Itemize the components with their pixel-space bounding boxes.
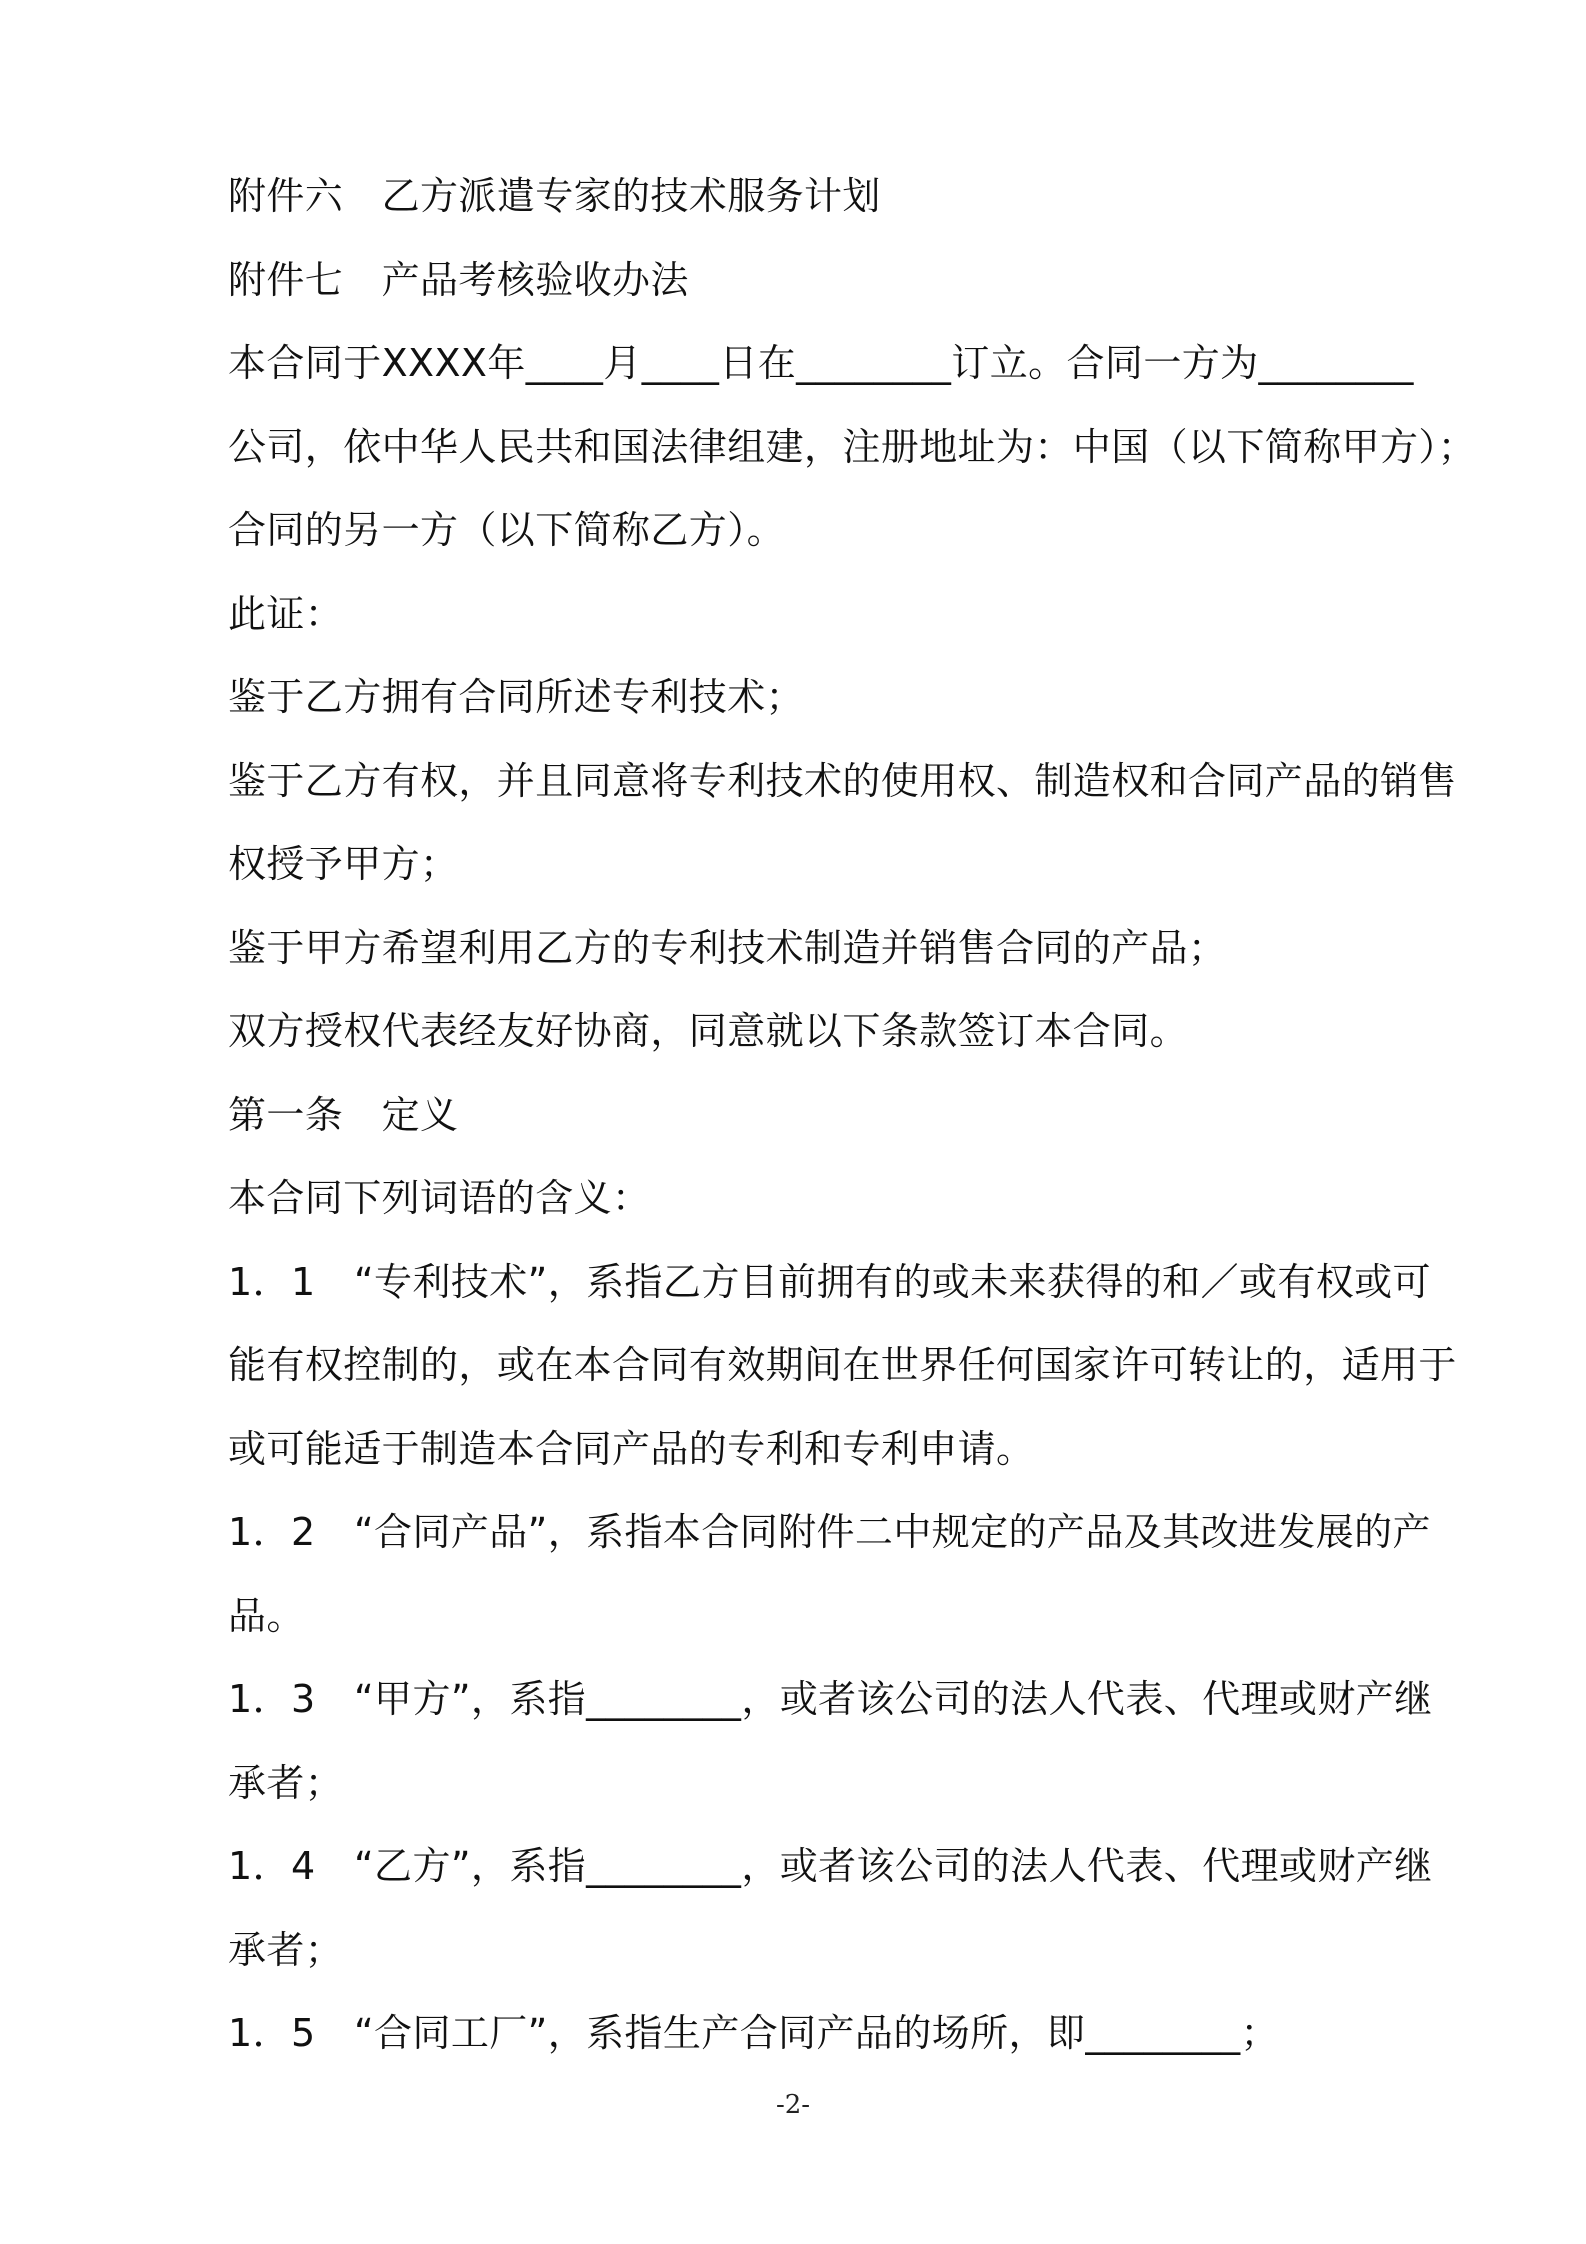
text-line: 此证： bbox=[228, 591, 344, 636]
contract-body bbox=[228, 155, 1477, 2076]
text-line: 合同的另一方（以下简称乙方）。 bbox=[228, 508, 786, 552]
clause-line: 1．4 “乙方”，系指________，或者该公司的法人代表、代理或财产继 bbox=[228, 1844, 1433, 1888]
text-line: 附件六 乙方派遣专家的技术服务计划 bbox=[228, 174, 881, 218]
text-line: 权授予甲方； bbox=[228, 842, 459, 886]
clause-line: 品。 bbox=[228, 1593, 305, 1638]
text-line: 本合同下列词语的含义： bbox=[228, 1176, 651, 1220]
section-heading: 第一条 定义 bbox=[228, 1092, 459, 1137]
clause-line: 1．1 “专利技术”，系指乙方目前拥有的或未来获得的和／或有权或可 bbox=[228, 1259, 1431, 1304]
text-line: 本合同于XXXX年____月____日在________订立。合同一方为________ bbox=[228, 341, 1414, 385]
page-number: -2- bbox=[775, 2090, 811, 2120]
clause-line: 或可能适于制造本合同产品的专利和专利申请。 bbox=[228, 1426, 1035, 1471]
clause-line: 1．3 “甲方”，系指________，或者该公司的法人代表、代理或财产继 bbox=[228, 1677, 1433, 1721]
clause-line: 1．5 “合同工厂”，系指生产合同产品的场所，即________； bbox=[228, 2011, 1279, 2055]
clause-line: 承者； bbox=[228, 1927, 344, 1972]
text-line: 鉴于甲方希望利用乙方的专利技术制造并销售合同的产品； bbox=[228, 925, 1227, 970]
text-line: 公司，依中华人民共和国法律组建，注册地址为：中国（以下简称甲方）； bbox=[228, 424, 1477, 469]
clause-line: 承者； bbox=[228, 1760, 344, 1805]
clause-line: 能有权控制的，或在本合同有效期间在世界任何国家许可转让的，适用于 bbox=[228, 1343, 1457, 1387]
text-line: 双方授权代表经友好协商，同意就以下条款签订本合同。 bbox=[228, 1009, 1189, 1053]
clause-line: 1．2 “合同产品”，系指本合同附件二中规定的产品及其改进发展的产 bbox=[228, 1510, 1431, 1554]
text-line: 鉴于乙方拥有合同所述专利技术； bbox=[228, 675, 805, 719]
text-line: 鉴于乙方有权，并且同意将专利技术的使用权、制造权和合同产品的销售 bbox=[228, 758, 1457, 803]
text-line: 附件七 产品考核验收办法 bbox=[228, 257, 689, 302]
